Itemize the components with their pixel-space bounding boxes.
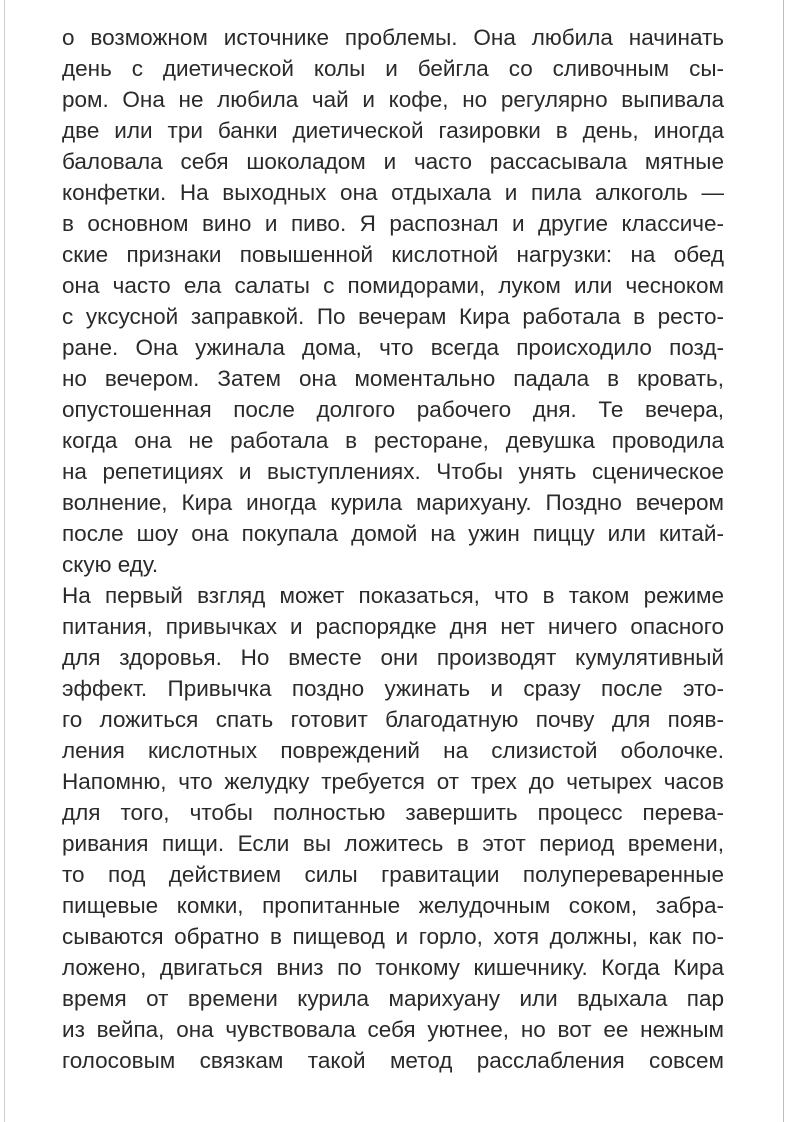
text-line: сываются обратно в пищевод и горло, хотя должны, как по- [62, 924, 724, 949]
text-line: скую еду. [62, 552, 159, 577]
text-line: когда она не работала в ресторане, девушка проводила [62, 428, 724, 453]
text-line: ления кислотных повреждений на слизистой оболочке. [62, 738, 724, 763]
text-line: о возможном источнике проблемы. Она любила начинать [62, 25, 724, 50]
text-line: в основном вино и пиво. Я распознал и другие классиче- [62, 211, 724, 236]
text-line: го ложиться спать готовит благодатную почву для появ- [62, 707, 724, 732]
text-line: опустошенная после долгого рабочего дня. Те вечера, [62, 397, 724, 422]
text-line: на репетициях и выступлениях. Чтобы унять сценическое [62, 459, 724, 484]
paragraph-1 [62, 22, 724, 580]
text-line: для здоровья. Но вместе они производят кумулятивный [62, 645, 724, 670]
text-line: питания, привычках и распорядке дня нет ничего опасного [62, 614, 724, 639]
body-text [62, 22, 724, 1076]
text-line: баловала себя шоколадом и часто рассасывала мятные [62, 149, 724, 174]
text-line: волнение, Кира иногда курила марихуану. Поздно вечером [62, 490, 724, 515]
text-line: пищевые комки, пропитанные желудочным соком, забра- [62, 893, 724, 918]
page-edge-right [783, 0, 784, 1122]
page-edge-left [4, 0, 5, 1122]
text-line: день с диетической колы и бейгла со сливочным сы- [62, 56, 724, 81]
text-line: ривания пищи. Если вы ложитесь в этот период времени, [62, 831, 724, 856]
text-line: то под действием силы гравитации полупереваренные [62, 862, 724, 887]
text-line: ране. Она ужинала дома, что всегда происходило позд- [62, 335, 724, 360]
text-line: конфетки. На выходных она отдыхала и пила алкоголь — [62, 180, 724, 205]
text-line: Напомню, что желудку требуется от трех до четырех часов [62, 769, 724, 794]
text-line: голосовым связкам такой метод расслабления совсем [62, 1048, 724, 1073]
text-line: время от времени курила марихуану или вдыхала пар [62, 986, 724, 1011]
text-line: На первый взгляд может показаться, что в таком режиме [62, 583, 724, 608]
text-line: две или три банки диетической газировки в день, иногда [62, 118, 724, 143]
text-line: после шоу она покупала домой на ужин пиццу или китай- [62, 521, 724, 546]
text-line: из вейпа, она чувствовала себя уютнее, но вот ее нежным [62, 1017, 724, 1042]
text-line: для того, чтобы полностью завершить процесс перева- [62, 800, 724, 825]
text-line: она часто ела салаты с помидорами, луком или чесноком [62, 273, 724, 298]
paragraph-2 [62, 580, 724, 1076]
text-line: с уксусной заправкой. По вечерам Кира работала в ресто- [62, 304, 724, 329]
text-line: ские признаки повышенной кислотной нагрузки: на обед [62, 242, 724, 267]
text-line: но вечером. Затем она моментально падала в кровать, [62, 366, 724, 391]
text-line: ром. Она не любила чай и кофе, но регулярно выпивала [62, 87, 724, 112]
text-line: ложено, двигаться вниз по тонкому кишечнику. Когда Кира [62, 955, 724, 980]
text-line: эффект. Привычка поздно ужинать и сразу после это- [62, 676, 724, 701]
